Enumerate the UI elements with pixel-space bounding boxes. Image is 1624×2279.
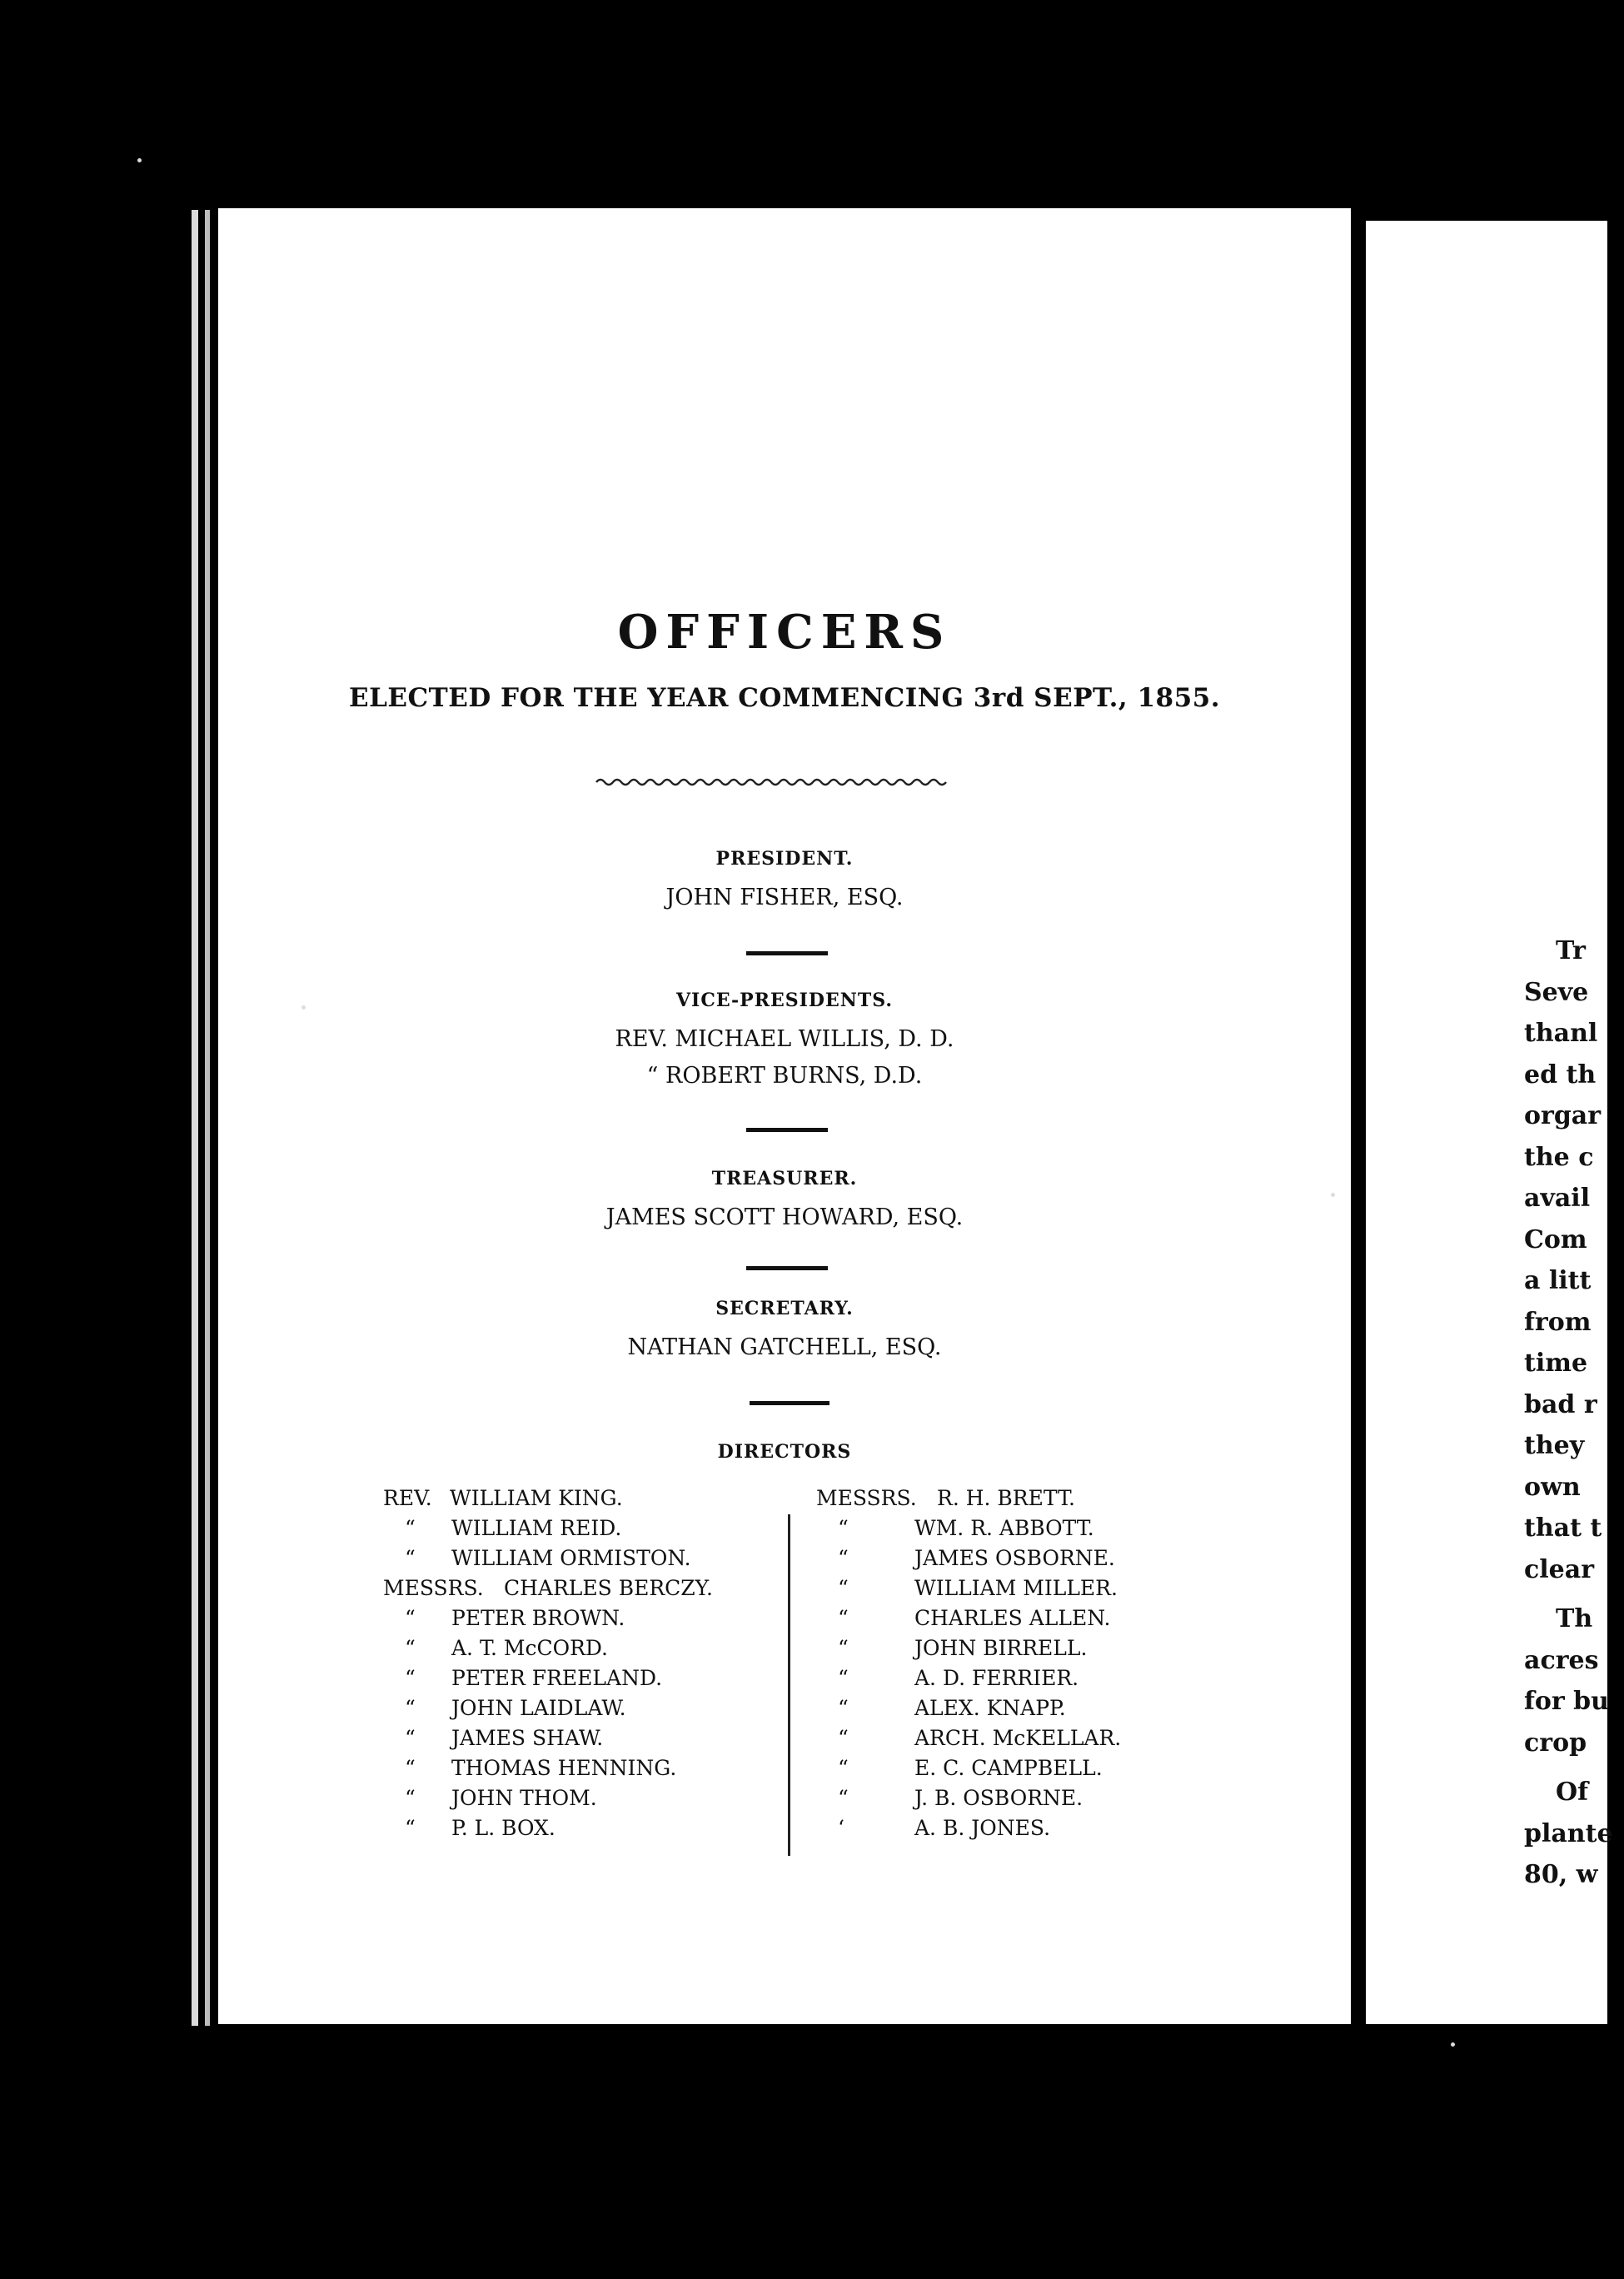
right-page-line: time: [1524, 1349, 1588, 1378]
treasurer-label: TREASURER.: [711, 1168, 858, 1189]
right-page-line: orgar: [1524, 1101, 1602, 1130]
right-page-line: Tr: [1556, 936, 1586, 965]
column-divider: [788, 1514, 790, 1856]
director-name: ARCH. McKELLAR.: [914, 1726, 1122, 1750]
right-page-line: avail: [1524, 1184, 1591, 1213]
director-name: A. D. FERRIER.: [914, 1666, 1079, 1690]
section-rule: [746, 951, 828, 955]
president-label: PRESIDENT.: [715, 848, 854, 870]
director-prefix: “: [405, 1786, 416, 1810]
director-prefix: “: [838, 1756, 849, 1780]
secretary-label: SECRETARY.: [715, 1298, 854, 1319]
director-prefix: “: [405, 1756, 416, 1780]
director-name: A. T. McCORD.: [451, 1636, 608, 1660]
right-page-line: that t: [1524, 1514, 1602, 1543]
director-name: CHARLES ALLEN.: [914, 1606, 1111, 1630]
director-prefix: “: [405, 1726, 416, 1750]
director-prefix: REV.: [383, 1486, 432, 1510]
director-prefix: “: [405, 1696, 416, 1720]
book-spine-edge: [192, 210, 198, 2026]
page-subtitle: ELECTED FOR THE YEAR COMMENCING 3rd SEPT., 1855.: [348, 683, 1221, 713]
director-name: JAMES SHAW.: [451, 1726, 604, 1750]
right-page-line: Seve: [1524, 977, 1589, 1007]
director-prefix: “: [838, 1696, 849, 1720]
director-name: WILLIAM KING.: [450, 1486, 623, 1510]
director-name: THOMAS HENNING.: [451, 1756, 677, 1780]
director-prefix: “: [405, 1516, 416, 1540]
right-page-line: a litt: [1524, 1266, 1592, 1295]
vice-president-name: “ ROBERT BURNS, D.D.: [646, 1063, 923, 1089]
secretary-name: NATHAN GATCHELL, ESQ.: [627, 1334, 942, 1360]
director-prefix: MESSRS.: [383, 1576, 484, 1600]
director-name: JOHN BIRRELL.: [914, 1636, 1088, 1660]
director-name: J. B. OSBORNE.: [914, 1786, 1083, 1810]
director-name: PETER FREELAND.: [451, 1666, 663, 1690]
director-prefix: “: [405, 1636, 416, 1660]
vice-presidents-label: VICE-PRESIDENTS.: [675, 990, 894, 1011]
director-prefix: ‘: [838, 1816, 844, 1840]
director-prefix: “: [838, 1606, 849, 1630]
director-prefix: “: [838, 1786, 849, 1810]
right-page-line: clear: [1524, 1554, 1594, 1584]
right-page-line: Of: [1556, 1778, 1589, 1807]
directors-label: DIRECTORS: [717, 1441, 852, 1463]
director-prefix: “: [405, 1546, 416, 1570]
director-name: ALEX. KNAPP.: [914, 1696, 1066, 1720]
director-name: CHARLES BERCZY.: [504, 1576, 713, 1600]
director-name: P. L. BOX.: [451, 1816, 555, 1840]
right-page-line: for bu: [1524, 1687, 1609, 1716]
right-page-line: thanl: [1524, 1019, 1598, 1048]
director-prefix: “: [838, 1546, 849, 1570]
director-name: WM. R. ABBOTT.: [914, 1516, 1094, 1540]
director-prefix: “: [405, 1606, 416, 1630]
section-rule: [750, 1401, 829, 1405]
right-page-line: plante: [1524, 1818, 1613, 1848]
right-page-line: crop: [1524, 1728, 1587, 1758]
left-page: [218, 208, 1351, 2024]
director-name: A. B. JONES.: [914, 1816, 1051, 1840]
right-page-line: from: [1524, 1307, 1592, 1337]
director-name: E. C. CAMPBELL.: [914, 1756, 1103, 1780]
right-page-line: they: [1524, 1431, 1585, 1460]
treasurer-name: JAMES SCOTT HOWARD, ESQ.: [605, 1204, 964, 1230]
director-name: WILLIAM ORMISTON.: [451, 1546, 691, 1570]
right-page-line: acres: [1524, 1645, 1599, 1675]
director-prefix: “: [838, 1726, 849, 1750]
director-prefix: “: [838, 1516, 849, 1540]
director-prefix: “: [838, 1666, 849, 1690]
director-name: WILLIAM REID.: [451, 1516, 622, 1540]
vice-president-name: REV. MICHAEL WILLIS, D. D.: [615, 1026, 954, 1052]
book-spine-edge: [205, 210, 210, 2026]
right-page-line: Th: [1556, 1604, 1593, 1633]
director-prefix: “: [405, 1666, 416, 1690]
director-name: WILLIAM MILLER.: [914, 1576, 1118, 1600]
president-name: JOHN FISHER, ESQ.: [665, 885, 904, 910]
director-name: JOHN LAIDLAW.: [451, 1696, 626, 1720]
director-name: PETER BROWN.: [451, 1606, 625, 1630]
director-prefix: MESSRS.: [816, 1486, 917, 1510]
director-name: R. H. BRETT.: [937, 1486, 1075, 1510]
right-page-line: the c: [1524, 1142, 1594, 1172]
page-title: OFFICERS: [617, 605, 952, 660]
section-rule: [746, 1128, 828, 1132]
right-page-line: ed th: [1524, 1060, 1597, 1090]
director-prefix: “: [838, 1576, 849, 1600]
right-page-line: Com: [1524, 1224, 1587, 1254]
right-page-line: own: [1524, 1472, 1581, 1502]
director-name: JOHN THOM.: [451, 1786, 597, 1810]
section-rule: [746, 1266, 828, 1270]
right-page-line: bad r: [1524, 1389, 1597, 1419]
director-prefix: “: [405, 1816, 416, 1840]
wavy-divider: [596, 776, 953, 788]
director-prefix: “: [838, 1636, 849, 1660]
right-page-line: 80, w: [1524, 1860, 1598, 1889]
director-name: JAMES OSBORNE.: [914, 1546, 1115, 1570]
